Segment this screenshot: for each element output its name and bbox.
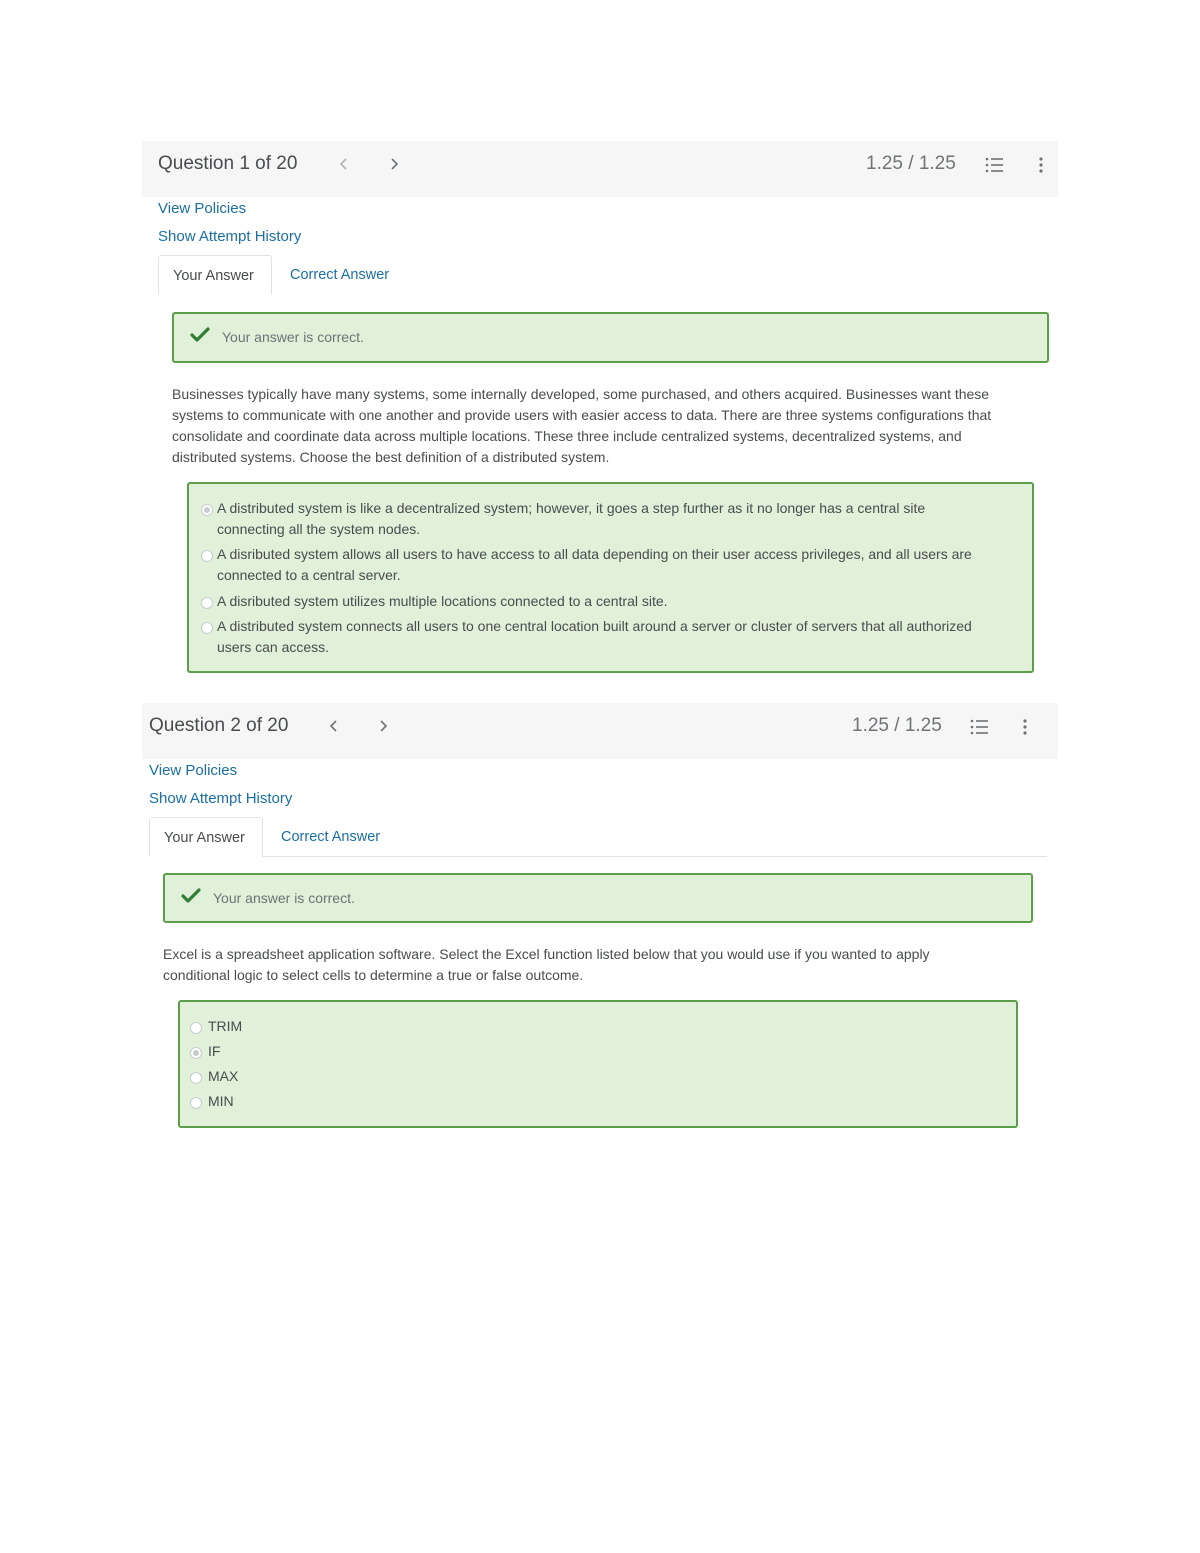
option-trim-label[interactable]: TRIM <box>208 1018 243 1034</box>
more-options-button[interactable] <box>1020 717 1030 737</box>
prompt-line: Businesses typically have many systems, some internally developed, some purchased, and others acquired. Businesses want these <box>172 386 990 402</box>
question-list-button[interactable] <box>969 717 991 737</box>
option-1-radio[interactable] <box>201 504 213 516</box>
prompt-line: consolidate and coordinate data across multiple locations. These three include centralized systems, decentralized systems, and <box>172 428 962 444</box>
option-3-radio[interactable] <box>201 597 213 609</box>
tab-your-answer[interactable]: Your Answer <box>149 817 263 857</box>
previous-question-button[interactable] <box>332 151 356 179</box>
correct-feedback-banner <box>163 873 1033 923</box>
option-4-radio[interactable] <box>201 622 213 634</box>
option-line: A disributed system allows all users to have access to all data depending on their user access privileges, and all users are <box>217 546 972 562</box>
option-if-radio[interactable] <box>190 1047 202 1059</box>
show-attempt-history-link[interactable]: Show Attempt History <box>158 228 302 245</box>
question-1-panel <box>142 141 1058 685</box>
checkmark-icon <box>181 887 201 905</box>
question-list-icon <box>969 717 991 737</box>
option-1-label[interactable] <box>217 498 925 540</box>
option-4-label[interactable] <box>217 616 972 658</box>
chevron-left-icon <box>328 718 340 734</box>
more-vertical-icon <box>1020 717 1030 737</box>
previous-question-button[interactable] <box>322 713 346 741</box>
option-max-radio[interactable] <box>190 1072 202 1084</box>
prompt-line: Excel is a spreadsheet application software. Select the Excel function listed below that you would use if you wanted to apply <box>163 946 930 962</box>
question-score: 1.25 / 1.25 <box>852 715 942 736</box>
option-line: A distributed system is like a decentralized system; however, it goes a step further as it no longer has a central site <box>217 500 926 516</box>
question-title: Question 2 of 20 <box>149 715 289 736</box>
option-line: connected to a central server. <box>217 567 401 583</box>
option-line: users can access. <box>217 639 330 655</box>
tab-correct-answer[interactable]: Correct Answer <box>281 829 381 845</box>
feedback-message: Your answer is correct. <box>222 329 364 345</box>
question-list-icon <box>984 155 1006 175</box>
chevron-left-icon <box>338 156 350 172</box>
option-line: A disributed system utilizes multiple locations connected to a central site. <box>217 593 668 609</box>
answer-options-box <box>178 1000 1018 1128</box>
view-policies-link[interactable]: View Policies <box>149 762 238 779</box>
answer-tabs <box>149 817 1047 857</box>
question-2-panel <box>142 703 1058 1157</box>
option-2-radio[interactable] <box>201 550 213 562</box>
answer-options-box <box>187 482 1034 673</box>
prompt-line: conditional logic to select cells to determine a true or false outcome. <box>163 967 584 983</box>
option-2-label[interactable] <box>217 544 972 586</box>
tab-correct-answer[interactable]: Correct Answer <box>290 267 390 283</box>
view-policies-link[interactable]: View Policies <box>158 200 247 217</box>
question-list-button[interactable] <box>984 155 1006 175</box>
next-question-button[interactable] <box>382 151 406 179</box>
chevron-right-icon <box>388 156 400 172</box>
tab-your-answer[interactable]: Your Answer <box>158 255 272 295</box>
option-line: connecting all the system nodes. <box>217 521 421 537</box>
answer-tabs <box>158 255 1038 295</box>
prompt-line: distributed systems. Choose the best definition of a distributed system. <box>172 449 610 465</box>
option-min-label[interactable]: MIN <box>208 1093 234 1109</box>
question-score: 1.25 / 1.25 <box>866 153 956 174</box>
option-line: A distributed system connects all users to one central location built around a server or cluster of servers that all authorized <box>217 618 972 634</box>
next-question-button[interactable] <box>371 713 395 741</box>
more-vertical-icon <box>1036 155 1046 175</box>
option-trim-radio[interactable] <box>190 1022 202 1034</box>
chevron-right-icon <box>377 718 389 734</box>
question-title: Question 1 of 20 <box>158 153 298 174</box>
show-attempt-history-link[interactable]: Show Attempt History <box>149 790 293 807</box>
question-prompt <box>172 384 1052 468</box>
more-options-button[interactable] <box>1036 155 1046 175</box>
option-3-label[interactable] <box>217 591 668 612</box>
question-header <box>142 141 1058 197</box>
prompt-line: systems to communicate with one another and provide users with easier access to data. There are three systems configurations that <box>172 407 992 423</box>
tab-divider <box>263 856 1047 857</box>
option-if-label[interactable]: IF <box>208 1043 221 1059</box>
option-min-radio[interactable] <box>190 1097 202 1109</box>
option-max-label[interactable]: MAX <box>208 1068 239 1084</box>
correct-feedback-banner <box>172 312 1049 363</box>
question-header <box>142 703 1058 759</box>
checkmark-icon <box>190 326 210 344</box>
feedback-message: Your answer is correct. <box>213 890 355 906</box>
question-prompt <box>163 944 1043 986</box>
